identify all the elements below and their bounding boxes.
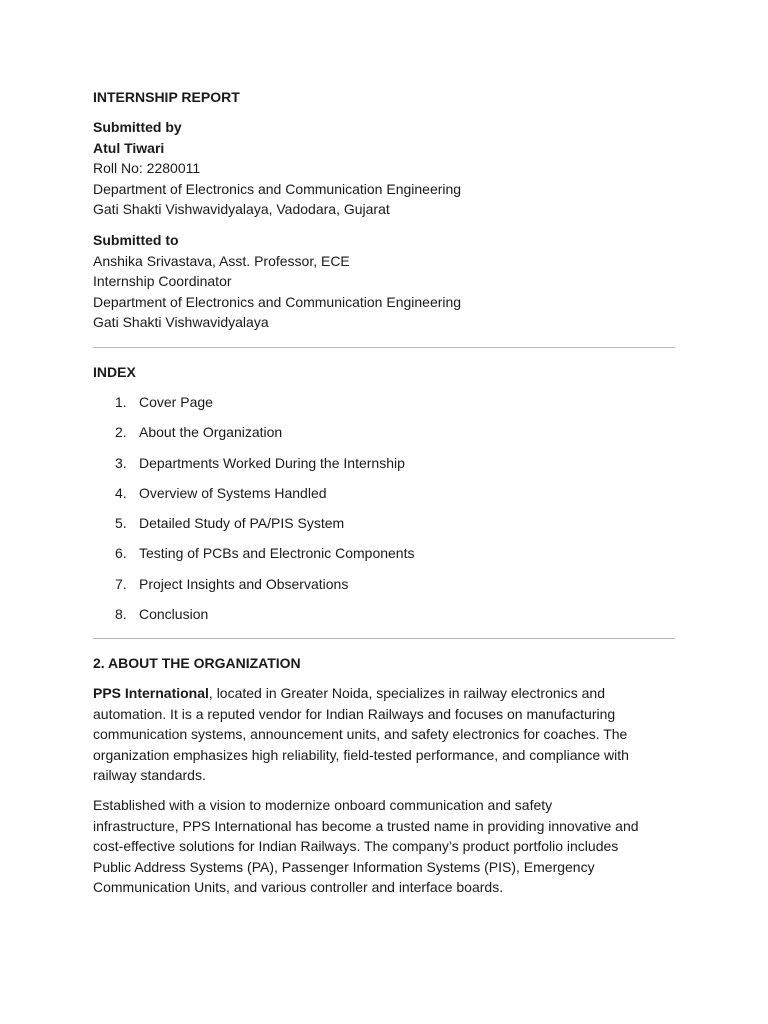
index-item-label: About the Organization	[139, 424, 283, 441]
coordinator-institution: Gati Shakti Vishwavidyalaya	[93, 314, 269, 331]
paragraph-line: Public Address Systems (PA), Passenger Information Systems (PIS), Emergency	[93, 858, 595, 875]
paragraph-line: railway standards.	[93, 767, 206, 784]
about-paragraph-1	[93, 683, 675, 786]
index-item	[93, 422, 675, 442]
submitted-to-block	[93, 230, 675, 333]
index-item-number: 4.	[115, 484, 127, 501]
index-item	[93, 574, 675, 594]
index-item-label: Detailed Study of PA/PIS System	[139, 515, 345, 532]
index-list	[93, 392, 675, 624]
about-paragraph-2	[93, 795, 675, 898]
about-heading: 2. ABOUT THE ORGANIZATION	[93, 655, 301, 672]
index-item-number: 7.	[115, 575, 127, 592]
index-item	[93, 604, 675, 624]
index-item	[93, 453, 675, 473]
student-name: Atul Tiwari	[93, 139, 165, 156]
index-item-label: Cover Page	[139, 393, 213, 410]
index-item-label: Conclusion	[139, 606, 209, 623]
index-item-number: 6.	[115, 545, 127, 562]
submitted-by-heading: Submitted by	[93, 119, 182, 135]
index-item-number: 5.	[115, 515, 127, 532]
organization-name: PPS International	[93, 685, 209, 702]
index-item-label: Overview of Systems Handled	[139, 484, 327, 501]
paragraph-line: Communication Units, and various controller and interface boards.	[93, 879, 504, 896]
coordinator-name: Anshika Srivastava, Asst. Professor, ECE	[93, 252, 350, 269]
index-item	[93, 392, 675, 412]
index-item-number: 2.	[115, 424, 127, 441]
coordinator-role: Internship Coordinator	[93, 273, 232, 290]
paragraph-line: infrastructure, PPS International has become a trusted name in providing innovative and	[93, 817, 639, 834]
index-item	[93, 513, 675, 533]
paragraph-line: organization emphasizes high reliability, field-tested performance, and compliance with	[93, 746, 629, 763]
roll-number: Roll No: 2280011	[93, 160, 201, 177]
index-heading: INDEX	[93, 363, 136, 380]
paragraph-line: cost-effective solutions for Indian Railways. The company’s product portfolio includes	[93, 838, 619, 855]
divider	[93, 638, 675, 639]
index-item-label: Project Insights and Observations	[139, 575, 349, 592]
paragraph-line: , located in Greater Noida, specializes in railway electronics and	[208, 685, 606, 702]
index-item-number: 1.	[115, 393, 127, 410]
index-item	[93, 483, 675, 503]
index-item-number: 3.	[115, 454, 127, 471]
student-institution: Gati Shakti Vishwavidyalaya, Vadodara, Gujarat	[93, 201, 390, 218]
divider	[93, 347, 675, 348]
index-item-number: 8.	[115, 606, 127, 623]
paragraph-line: automation. It is a reputed vendor for Indian Railways and focuses on manufacturing	[93, 705, 616, 722]
index-item-label: Testing of PCBs and Electronic Components	[139, 545, 415, 562]
report-title: INTERNSHIP REPORT	[93, 89, 240, 105]
index-item-label: Departments Worked During the Internship	[139, 454, 405, 471]
index-item	[93, 543, 675, 563]
paragraph-line: Established with a vision to modernize onboard communication and safety	[93, 796, 553, 813]
submitted-to-heading: Submitted to	[93, 231, 179, 248]
coordinator-department: Department of Electronics and Communication Engineering	[93, 293, 462, 310]
paragraph-line: communication systems, announcement units, and safety electronics for coaches. The	[93, 726, 628, 743]
submitted-by-block	[93, 117, 675, 220]
student-department: Department of Electronics and Communication Engineering	[93, 180, 462, 197]
